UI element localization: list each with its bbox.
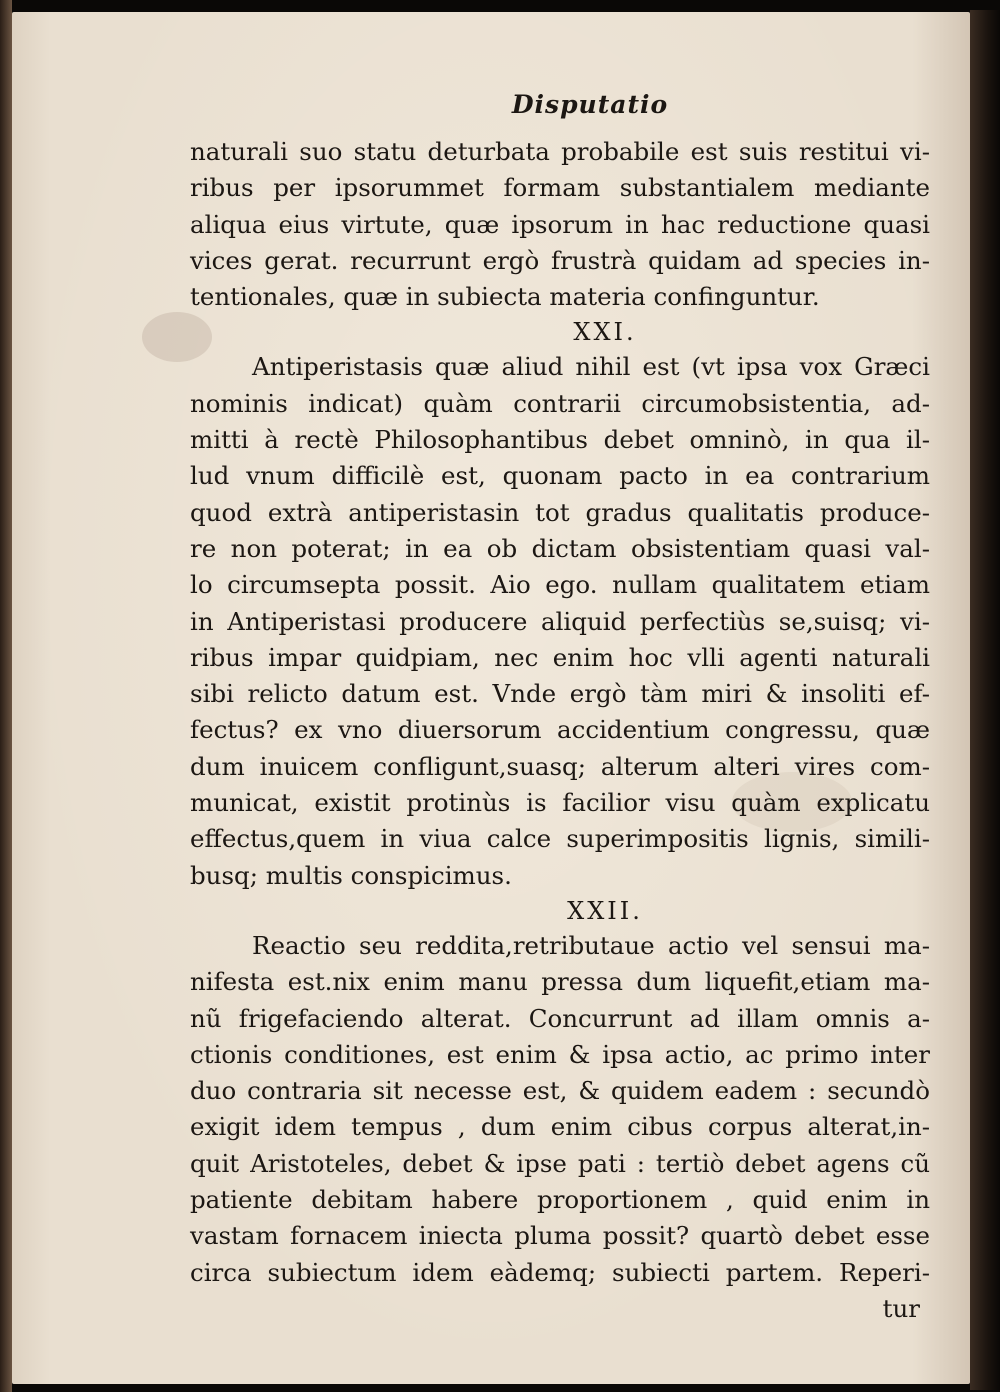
text-line: Reactio seu reddita,retributaue actio vel sensui ma-: [252, 930, 930, 960]
text-line: nifesta est.nix enim manu pressa dum liquefit,etiam ma-: [190, 967, 930, 997]
text-line: ctionis conditiones, est enim & ipsa actio, ac primo inter: [190, 1039, 930, 1069]
text-line: circa subiectum idem eàdemq; subiecti partem. Reperi-: [190, 1257, 930, 1287]
paragraph-21: [190, 349, 930, 893]
text-line: quit Aristoteles, debet & ipse pati : tertiò debet agens cũ: [190, 1148, 930, 1178]
text-line: municat, existit protinùs is facilior visu quàm explicatu: [190, 788, 930, 818]
text-line: vastam fornacem iniecta pluma possit? quartò debet esse: [190, 1221, 930, 1251]
text-line: dum inuicem confligunt,suasq; alterum alteri vires com-: [190, 751, 930, 781]
paragraph-22: [190, 928, 930, 1291]
text-line: aliqua eius virtute, quæ ipsorum in hac reductione quasi: [190, 209, 930, 239]
text-line: tentionales, quæ in subiecta materia confinguntur.: [190, 282, 820, 312]
right-page-edge: [970, 10, 1000, 1390]
paragraph-20-end: [190, 134, 930, 315]
text-line: sibi relicto datum est. Vnde ergò tàm miri & insoliti ef-: [190, 679, 930, 709]
catchword: tur: [882, 1293, 920, 1323]
text-line: re non poterat; in ea ob dictam obsistentiam quasi val-: [190, 533, 930, 563]
running-head: Disputatio: [511, 90, 669, 119]
text-line: mitti à rectè Philosophantibus debet omninò, in qua il-: [190, 425, 930, 455]
text-line: lo circumsepta possit. Aio ego. nullam qualitatem etiam: [190, 570, 930, 600]
section-heading-xxii: XXII.: [567, 896, 643, 925]
text-line: Antiperistasis quæ aliud nihil est (vt ipsa vox Græci: [252, 352, 930, 382]
text-line: patiente debitam habere proportionem , quid enim in: [190, 1185, 930, 1215]
text-line: busq; multis conspicimus.: [190, 860, 512, 890]
text-line: ribus impar quidpiam, nec enim hoc vlli agenti naturali: [190, 642, 930, 672]
page-text: [190, 90, 930, 1327]
text-line: naturali suo statu deturbata probabile est suis restitui vi-: [190, 137, 930, 166]
text-line: lud vnum difficilè est, quonam pacto in ea contrarium: [190, 461, 930, 491]
text-line: nũ frigefaciendo alterat. Concurrunt ad illam omnis a-: [190, 1003, 930, 1033]
text-line: effectus,quem in viua calce superimpositis lignis, simili-: [190, 824, 930, 854]
section-heading-xxi: XXI.: [573, 318, 637, 347]
text-line: in Antiperistasi producere aliquid perfectiùs se,suisq; vi-: [190, 606, 930, 636]
text-line: nominis indicat) quàm contrarii circumobsistentia, ad-: [190, 388, 930, 418]
text-line: quod extrà antiperistasin tot gradus qualitatis produce-: [190, 497, 930, 527]
text-line: duo contraria sit necesse est, & quidem eadem : secundò: [190, 1076, 930, 1106]
text-line: vices gerat. recurrunt ergò frustrà quidam ad species in-: [190, 245, 930, 275]
text-line: fectus? ex vno diuersorum accidentium congressu, quæ: [190, 715, 930, 745]
text-line: exigit idem tempus , dum enim cibus corpus alterat,in-: [190, 1112, 930, 1142]
text-line: ribus per ipsorummet formam substantialem mediante: [190, 173, 930, 203]
left-page-edge: [0, 0, 12, 1392]
